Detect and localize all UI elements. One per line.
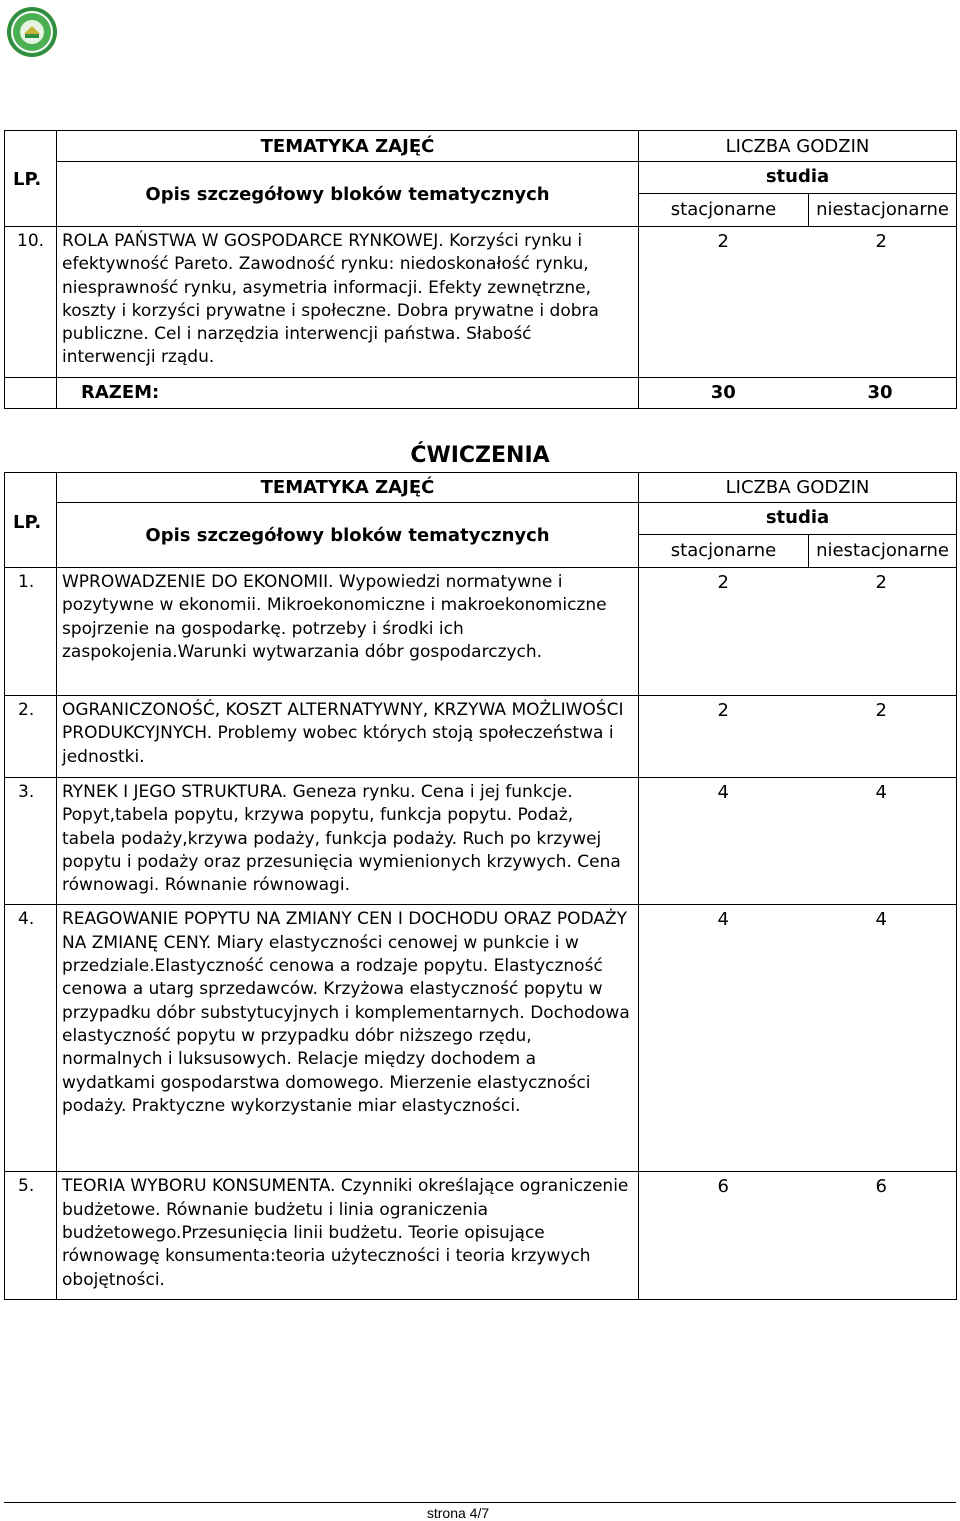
row-description: OGRANICZONOŚĆ, KOSZT ALTERNATYWNY, KRZYWA MOŻLIWOŚCI PRODUKCYJNYCH. Problemy wobec których stoją społeczeństwa i jednostki.	[57, 696, 639, 778]
row-hours-stacjonarne: 2	[639, 227, 808, 378]
row-lp: 5.	[5, 1172, 57, 1300]
row-hours-stacjonarne: 4	[639, 905, 808, 1172]
razem-stacjonarne: 30	[639, 377, 808, 408]
row-lp: 3.	[5, 778, 57, 905]
header-studia: studia	[639, 162, 956, 194]
table-row	[5, 227, 957, 378]
row-hours-stacjonarne: 2	[639, 568, 808, 696]
header-lp: LP.	[5, 473, 57, 568]
page-number: strona 4/7	[426, 1505, 490, 1521]
lecture-topics-table	[4, 130, 957, 409]
header-liczba-godzin: LICZBA GODZIN	[639, 131, 957, 162]
header-liczba-godzin: LICZBA GODZIN	[639, 473, 957, 503]
row-hours-stacjonarne: 6	[639, 1172, 808, 1300]
row-hours-niestacjonarne: 2	[808, 227, 957, 378]
row-description: ROLA PAŃSTWA W GOSPODARCE RYNKOWEJ. Korzyści rynku i efektywność Pareto. Zawodność rynku: niedoskonałość rynku, niesprawność rynku, asymetria informacji. Efekty zewnętrzne, koszty i korzyści prywatne i społeczne. Dobra prywatne i dobra publiczne. Cel i narzędzia interwencji państwa. Słabość interwencji rządu.	[57, 227, 639, 378]
table-row	[5, 568, 957, 696]
header-studia: studia	[639, 503, 956, 535]
row-description: WPROWADZENIE DO EKONOMII. Wypowiedzi normatywne i pozytywne w ekonomii. Mikroekonomiczne i makroekonomiczne spojrzenie na gospodarkę. potrzeby i środki ich zaspokojenia.Warunki wytwarzania dóbr gospodarczych.	[57, 568, 639, 696]
header-niestacjonarne: niestacjonarne	[816, 540, 949, 561]
header-opis: Opis szczegółowy bloków tematycznych	[57, 162, 639, 227]
row-hours-niestacjonarne: 4	[808, 905, 957, 1172]
razem-niestacjonarne: 30	[808, 377, 957, 408]
exercise-topics-table	[4, 472, 957, 1300]
cwiczenia-title: ĆWICZENIA	[410, 443, 550, 468]
row-hours-stacjonarne: 4	[639, 778, 808, 905]
footer-divider	[4, 1502, 956, 1503]
row-lp: 4.	[5, 905, 57, 1172]
header-stacjonarne: stacjonarne	[639, 194, 809, 226]
row-lp: 10.	[5, 227, 57, 378]
header-lp: LP.	[5, 131, 57, 227]
row-hours-niestacjonarne: 4	[808, 778, 957, 905]
table-row	[5, 696, 957, 778]
row-hours-niestacjonarne: 2	[808, 696, 957, 778]
row-description: REAGOWANIE POPYTU NA ZMIANY CEN I DOCHODU ORAZ PODAŻY NA ZMIANĘ CENY. Miary elastyczności cenowej w punkcie i w przedziale.Elastyczność cenowa a rodzaje popytu. Elastyczność cenowa a utarg sprzedawców. Krzyżowa elastyczność popytu w przypadku dóbr substytucyjnych i komplementarnych. Dochodowa elastyczność popytu w przypadku dóbr niższego rzędu, normalnych i luksusowych. Relacje między dochodem a wydatkami gospodarstwa domowego. Mierzenie elastyczności podaży. Praktyczne wykorzystanie miar elastyczności.	[57, 905, 639, 1172]
header-niestacjonarne: niestacjonarne	[816, 199, 949, 220]
table-row	[5, 778, 957, 905]
row-hours-niestacjonarne: 6	[808, 1172, 957, 1300]
row-hours-niestacjonarne: 2	[808, 568, 957, 696]
row-description: RYNEK I JEGO STRUKTURA. Geneza rynku. Cena i jej funkcje. Popyt,tabela popytu, krzywa popytu, funkcja popytu. Podaż, tabela podaży,krzywa podaży, funkcja podaży. Ruch po krzywej popytu i podaży oraz przesunięcia wymienionych krzywych. Cena równowagi. Równanie równowagi.	[57, 778, 639, 905]
table-row	[5, 905, 957, 1172]
row-hours-stacjonarne: 2	[639, 696, 808, 778]
row-lp: 1.	[5, 568, 57, 696]
table-row	[5, 1172, 957, 1300]
sum-row	[5, 377, 957, 408]
header-tematyka: TEMATYKA ZAJĘĆ	[57, 473, 639, 503]
row-description: TEORIA WYBORU KONSUMENTA. Czynniki określające ograniczenie budżetowe. Równanie budżetu i linia ograniczenia budżetowego.Przesunięcia linii budżetu. Teorie opisujące równowagę konsumenta:teoria użyteczności i teoria krzywych obojętności.	[57, 1172, 639, 1300]
row-lp: 2.	[5, 696, 57, 778]
university-seal-logo	[6, 6, 58, 58]
razem-label: RAZEM:	[57, 377, 639, 408]
header-tematyka: TEMATYKA ZAJĘĆ	[57, 131, 639, 162]
header-opis: Opis szczegółowy bloków tematycznych	[57, 503, 639, 568]
header-stacjonarne: stacjonarne	[639, 535, 809, 567]
